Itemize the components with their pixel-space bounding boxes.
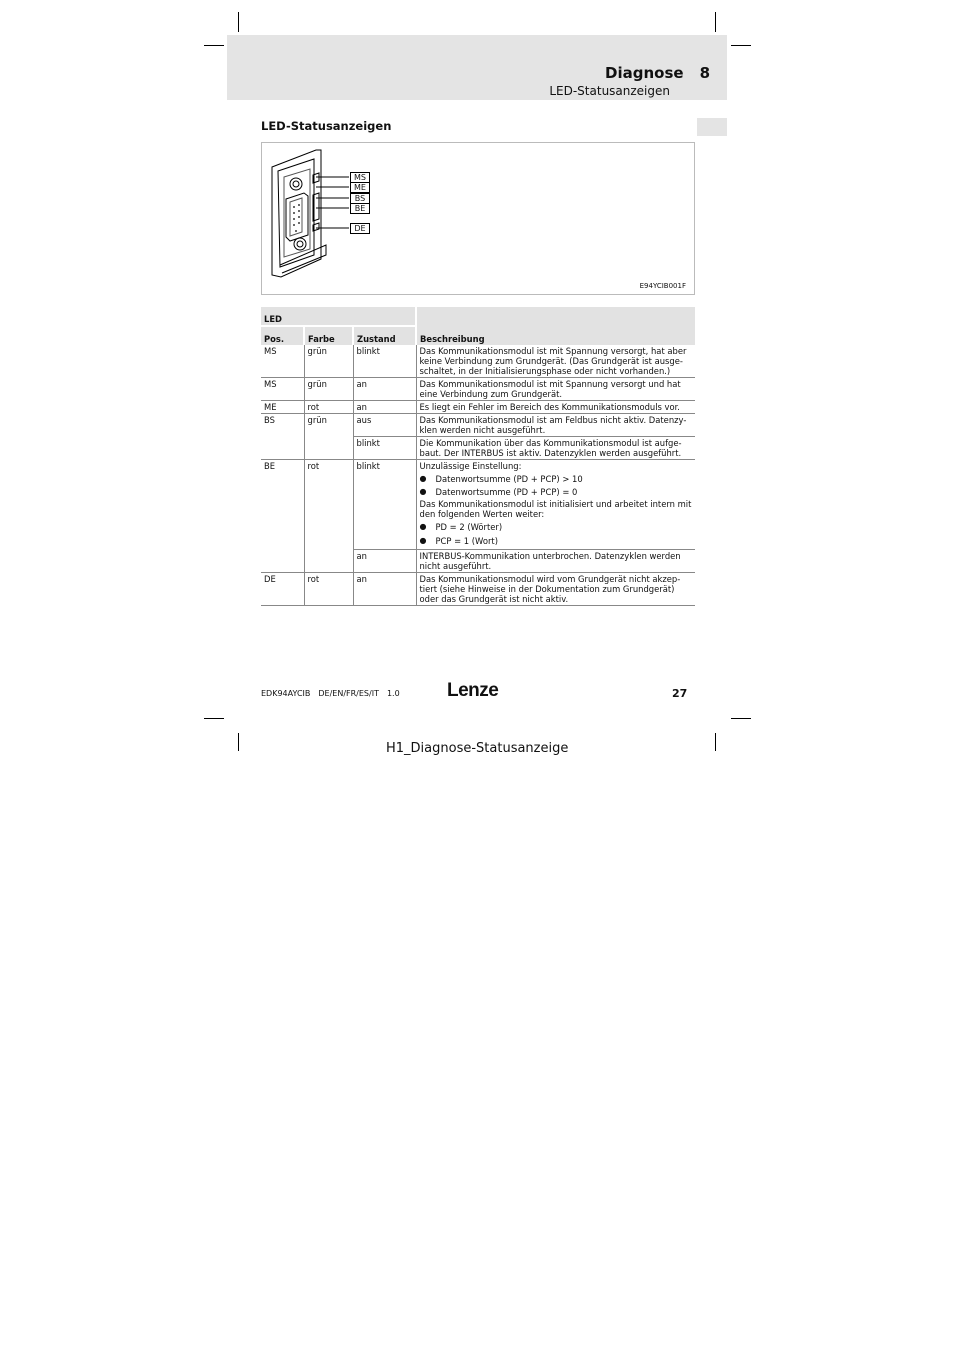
lenze-logo: Lenze bbox=[447, 680, 499, 701]
cell-zustand: an bbox=[353, 550, 416, 573]
bullet-item: ● Datenwortsumme (PD + PCP) = 0 bbox=[420, 487, 693, 497]
cell-beschreibung: Das Kommunikationsmodul ist mit Spannung versorgt, hat aber keine Verbindung zum Grundgerät. (Das Grundgerät ist ausge-schaltet, in der Initialisierungsphase oder nicht vorhanden.) bbox=[416, 345, 695, 378]
table-row bbox=[261, 414, 695, 437]
section-heading: LED-Statusanzeigen bbox=[261, 119, 392, 133]
cell-pos: ME bbox=[261, 401, 304, 414]
led-label-bs: BS bbox=[350, 193, 370, 204]
be-middle: Das Kommunikationsmodul ist initialisiert und arbeitet intern mit den folgenden Werten weiter: bbox=[419, 499, 692, 519]
cell-zustand: an bbox=[353, 378, 416, 401]
cell-zustand: blinkt bbox=[353, 345, 416, 378]
cell-pos: MS bbox=[261, 345, 304, 378]
header-zustand: Zustand bbox=[353, 326, 416, 345]
group-header-led: LED bbox=[261, 307, 416, 326]
cell-beschreibung: Das Kommunikationsmodul ist mit Spannung versorgt und hat eine Verbindung zum Grundgerät. bbox=[416, 378, 695, 401]
cell-farbe: rot bbox=[304, 401, 353, 414]
table-row bbox=[261, 401, 695, 414]
header-beschreibung: Beschreibung bbox=[416, 307, 695, 345]
figure-code: E94YCIB001F bbox=[639, 282, 686, 290]
table-row bbox=[261, 573, 695, 606]
led-status-table bbox=[261, 307, 695, 606]
chapter-number: 8 bbox=[699, 64, 710, 82]
doc-languages: DE/EN/FR/ES/IT bbox=[318, 689, 379, 698]
led-label-be: BE bbox=[350, 203, 370, 214]
side-tab bbox=[697, 118, 727, 136]
cell-beschreibung: Das Kommunikationsmodul ist am Feldbus nicht aktiv. Datenzy-klen werden nicht ausgeführt. bbox=[416, 414, 695, 437]
table-row bbox=[261, 378, 695, 401]
cell-zustand: aus bbox=[353, 414, 416, 437]
bullet-item: ● PCP = 1 (Wort) bbox=[420, 536, 693, 546]
led-label-de: DE bbox=[350, 223, 370, 234]
table-row bbox=[261, 345, 695, 378]
cell-pos: DE bbox=[261, 573, 304, 606]
table-row bbox=[261, 460, 695, 550]
crop-mark bbox=[238, 733, 239, 751]
bullet-item: ● PD = 2 (Wörter) bbox=[420, 522, 693, 532]
cell-pos: MS bbox=[261, 378, 304, 401]
table-group-header-row bbox=[261, 307, 695, 326]
cell-farbe: grün bbox=[304, 345, 353, 378]
footer-doc-info bbox=[261, 689, 408, 698]
cell-farbe: grün bbox=[304, 414, 353, 460]
crop-mark bbox=[731, 45, 751, 46]
page-number: 27 bbox=[672, 687, 688, 700]
cell-farbe: grün bbox=[304, 378, 353, 401]
doc-version: 1.0 bbox=[386, 689, 400, 698]
cell-zustand: an bbox=[353, 401, 416, 414]
page-caption: H1_Diagnose-Statusanzeige bbox=[386, 741, 569, 756]
bullet-item: ● Datenwortsumme (PD + PCP) > 10 bbox=[420, 474, 693, 484]
cell-pos: BS bbox=[261, 414, 304, 460]
cell-farbe: rot bbox=[304, 460, 353, 573]
crop-mark bbox=[715, 12, 716, 32]
device-drawing bbox=[266, 147, 386, 292]
cell-zustand: blinkt bbox=[353, 460, 416, 550]
led-figure bbox=[261, 142, 695, 295]
cell-beschreibung: Die Kommunikation über das Kommunikationsmodul ist aufge-baut. Der INTERBUS ist aktiv. Datenzyklen werden ausgeführt. bbox=[416, 437, 695, 460]
crop-mark bbox=[204, 718, 224, 719]
cell-beschreibung: Es liegt ein Fehler im Bereich des Kommunikationsmoduls vor. bbox=[416, 401, 695, 414]
led-label-ms: MS bbox=[350, 172, 370, 183]
chapter-title bbox=[560, 64, 710, 82]
chapter-title-text: Diagnose bbox=[605, 64, 684, 82]
cell-zustand: blinkt bbox=[353, 437, 416, 460]
doc-code: EDK94AYCIB bbox=[261, 689, 311, 698]
crop-mark bbox=[204, 45, 224, 46]
cell-beschreibung: INTERBUS-Kommunikation unterbrochen. Datenzyklen werden nicht ausgeführt. bbox=[416, 550, 695, 573]
cell-zustand: an bbox=[353, 573, 416, 606]
cell-beschreibung: Das Kommunikationsmodul wird vom Grundgerät nicht akzep-tiert (siehe Hinweise in der Dokumentation zum Grundgerät) oder das Grundgerät ist nicht aktiv. bbox=[416, 573, 695, 606]
chapter-subtitle: LED-Statusanzeigen bbox=[549, 84, 670, 98]
header-pos: Pos. bbox=[261, 326, 304, 345]
crop-mark bbox=[238, 12, 239, 32]
cell-pos: BE bbox=[261, 460, 304, 573]
be-intro: Unzulässige Einstellung: bbox=[419, 461, 522, 471]
crop-mark bbox=[731, 718, 751, 719]
led-label-me: ME bbox=[350, 182, 370, 193]
cell-beschreibung bbox=[416, 460, 695, 550]
header-farbe: Farbe bbox=[304, 326, 353, 345]
crop-mark bbox=[715, 733, 716, 751]
cell-farbe: rot bbox=[304, 573, 353, 606]
